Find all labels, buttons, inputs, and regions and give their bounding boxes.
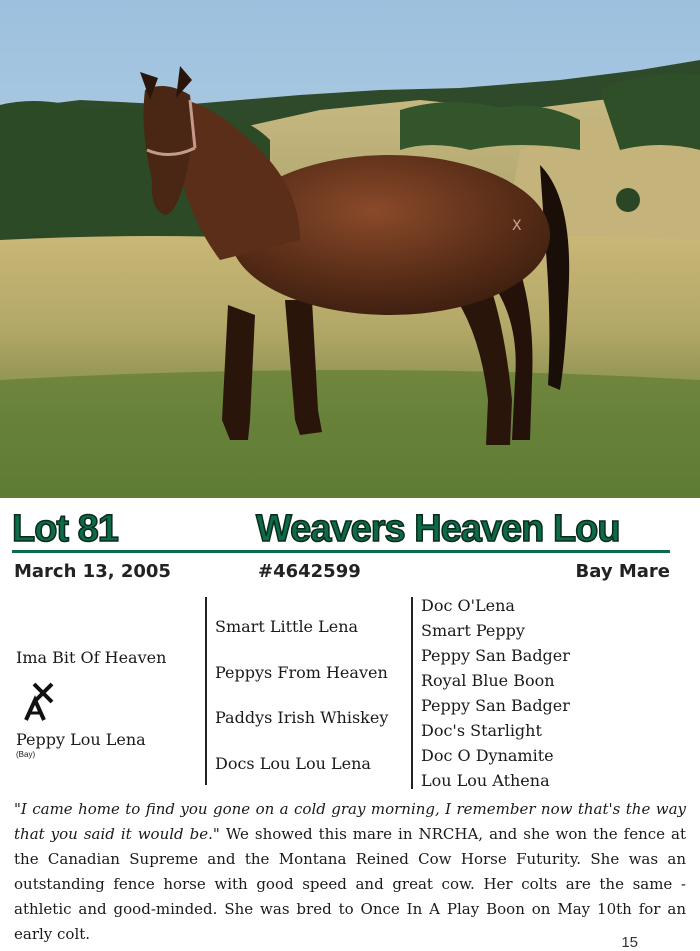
pedigree-grandparent: Peppys From Heaven — [215, 663, 388, 682]
pedigree-grandparent: Smart Little Lena — [215, 617, 359, 636]
pedigree-great-grandparent: Royal Blue Boon — [421, 671, 555, 690]
pedigree-great-grandparent: Smart Peppy — [421, 621, 525, 640]
pedigree-great-grandparent: Peppy San Badger — [421, 646, 570, 665]
brand-icon — [24, 680, 56, 722]
pedigree-great-grandparent: Peppy San Badger — [421, 696, 570, 715]
pedigree-dam: Peppy Lou Lena — [16, 730, 146, 749]
pedigree-great-grandparent: Doc O'Lena — [421, 596, 515, 615]
pedigree-great-grandparent: Doc's Starlight — [421, 721, 542, 740]
dam-colour-note: (Bay) — [16, 750, 36, 759]
pedigree-grandparent: Docs Lou Lou Lena — [215, 754, 371, 773]
pedigree-divider-2 — [411, 597, 413, 789]
horse-type: Bay Mare — [575, 561, 670, 582]
description-text: We showed this mare in NRCHA, and she won the fence at the Canadian Supreme and the Montana Reined Cow Horse Futurity. She was an outstanding fence horse with good speed and great cow. Her colts are the same - athletic and good-minded. She was bred to Once In A Play Boon on May 10th for an early colt. — [14, 825, 686, 943]
pedigree-great-grandparent: Doc O Dynamite — [421, 746, 554, 765]
pedigree-divider-1 — [205, 597, 207, 785]
pedigree-great-grandparent: Lou Lou Athena — [421, 771, 550, 790]
svg-text:X: X — [512, 218, 522, 234]
pedigree-sire: Ima Bit Of Heaven — [16, 648, 167, 667]
description-paragraph — [14, 797, 686, 947]
title-divider — [12, 550, 670, 553]
lot-number: Lot 81 — [12, 508, 118, 550]
description-quote: "I came home to find you gone on a cold gray morning, I remember now that's the way that you said it would be." — [14, 800, 686, 843]
birth-date: March 13, 2005 — [14, 561, 171, 582]
page-number: 15 — [621, 934, 638, 951]
horse-name: Weavers Heaven Lou — [256, 508, 620, 550]
pedigree-grandparent: Paddys Irish Whiskey — [215, 708, 389, 727]
registration-number: #4642599 — [258, 561, 361, 582]
